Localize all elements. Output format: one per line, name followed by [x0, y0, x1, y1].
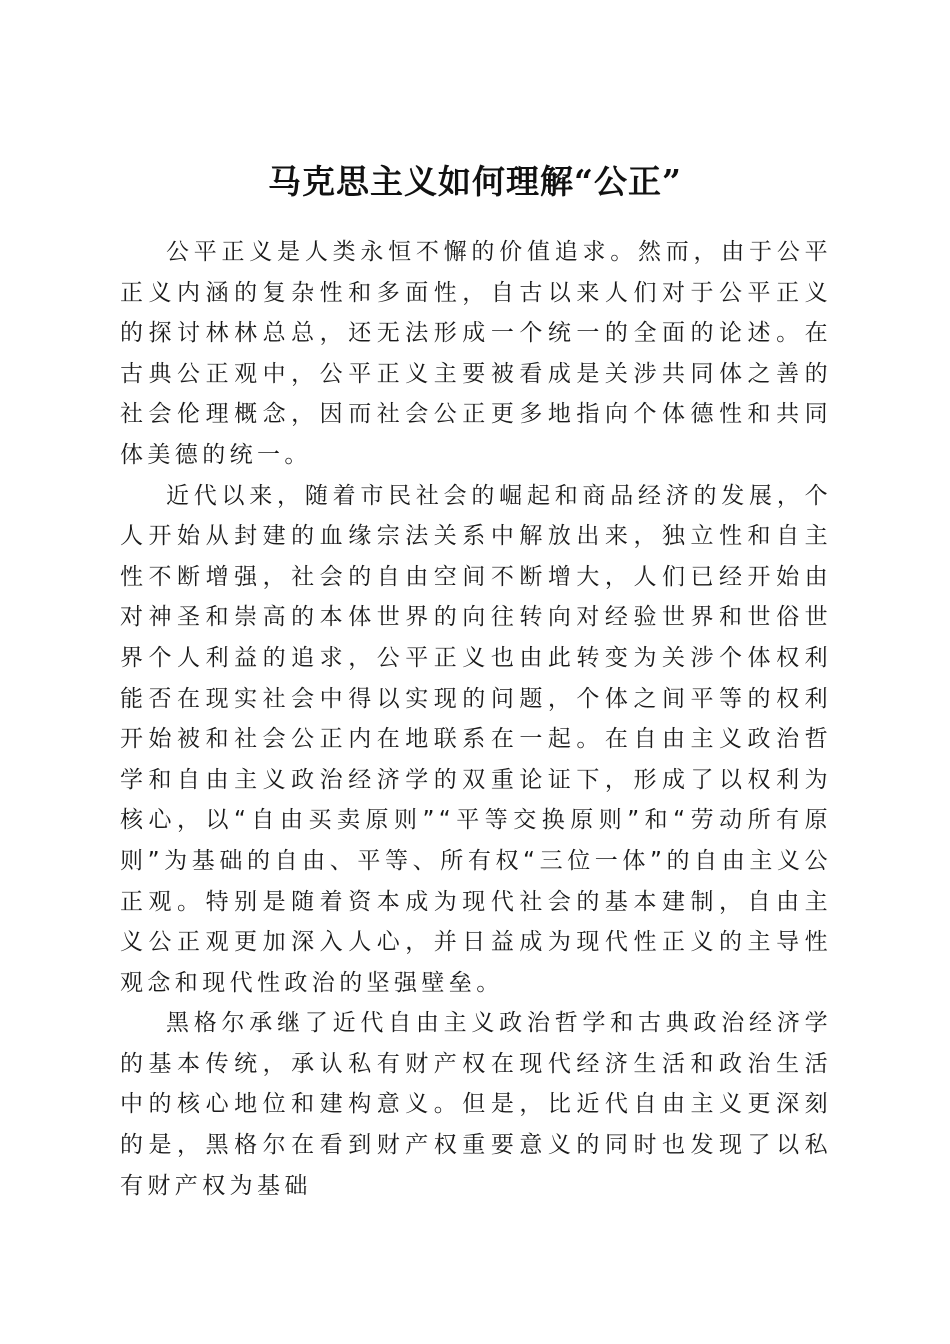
- paragraph-2: 近代以来，随着市民社会的崛起和商品经济的发展，个人开始从封建的血缘宗法关系中解放出来，独立性和自主性不断增强，社会的自由空间不断增大，人们已经开始由对神圣和崇高的本体世界的向往转向对经验世界和世俗世界个人利益的追求，公平正义也由此转变为关涉个体权利能否在现实社会中得以实现的问题，个体之间平等的权利开始被和社会公正内在地联系在一起。在自由主义政治哲学和自由主义政治经济学的双重论证下，形成了以权利为核心，以“自由买卖原则”“平等交换原则”和“劳动所有原则”为基础的自由、平等、所有权“三位一体”的自由主义公正观。特别是随着资本成为现代社会的基本建制，自由主义公正观更加深入人心，并日益成为现代性正义的主导性观念和现代性政治的坚强壁垒。: [120, 482, 832, 996]
- document-body: [120, 232, 832, 1206]
- paragraph-3: 黑格尔承继了近代自由主义政治哲学和古典政治经济学的基本传统，承认私有财产权在现代经济生活和政治生活中的核心地位和建构意义。但是，比近代自由主义更深刻的是，黑格尔在看到财产权重要意义的同时也发现了以私有财产权为基础: [120, 1010, 832, 1199]
- document-title: 马克思主义如何理解“公正”: [268, 162, 682, 202]
- paragraph-1: 公平正义是人类永恒不懈的价值追求。然而，由于公平正义内涵的复杂性和多面性，自古以来人们对于公平正义的探讨林林总总，还无法形成一个统一的全面的论述。在古典公正观中，公平正义主要被看成是关涉共同体之善的社会伦理概念，因而社会公正更多地指向个体德性和共同体美德的统一。: [120, 239, 832, 468]
